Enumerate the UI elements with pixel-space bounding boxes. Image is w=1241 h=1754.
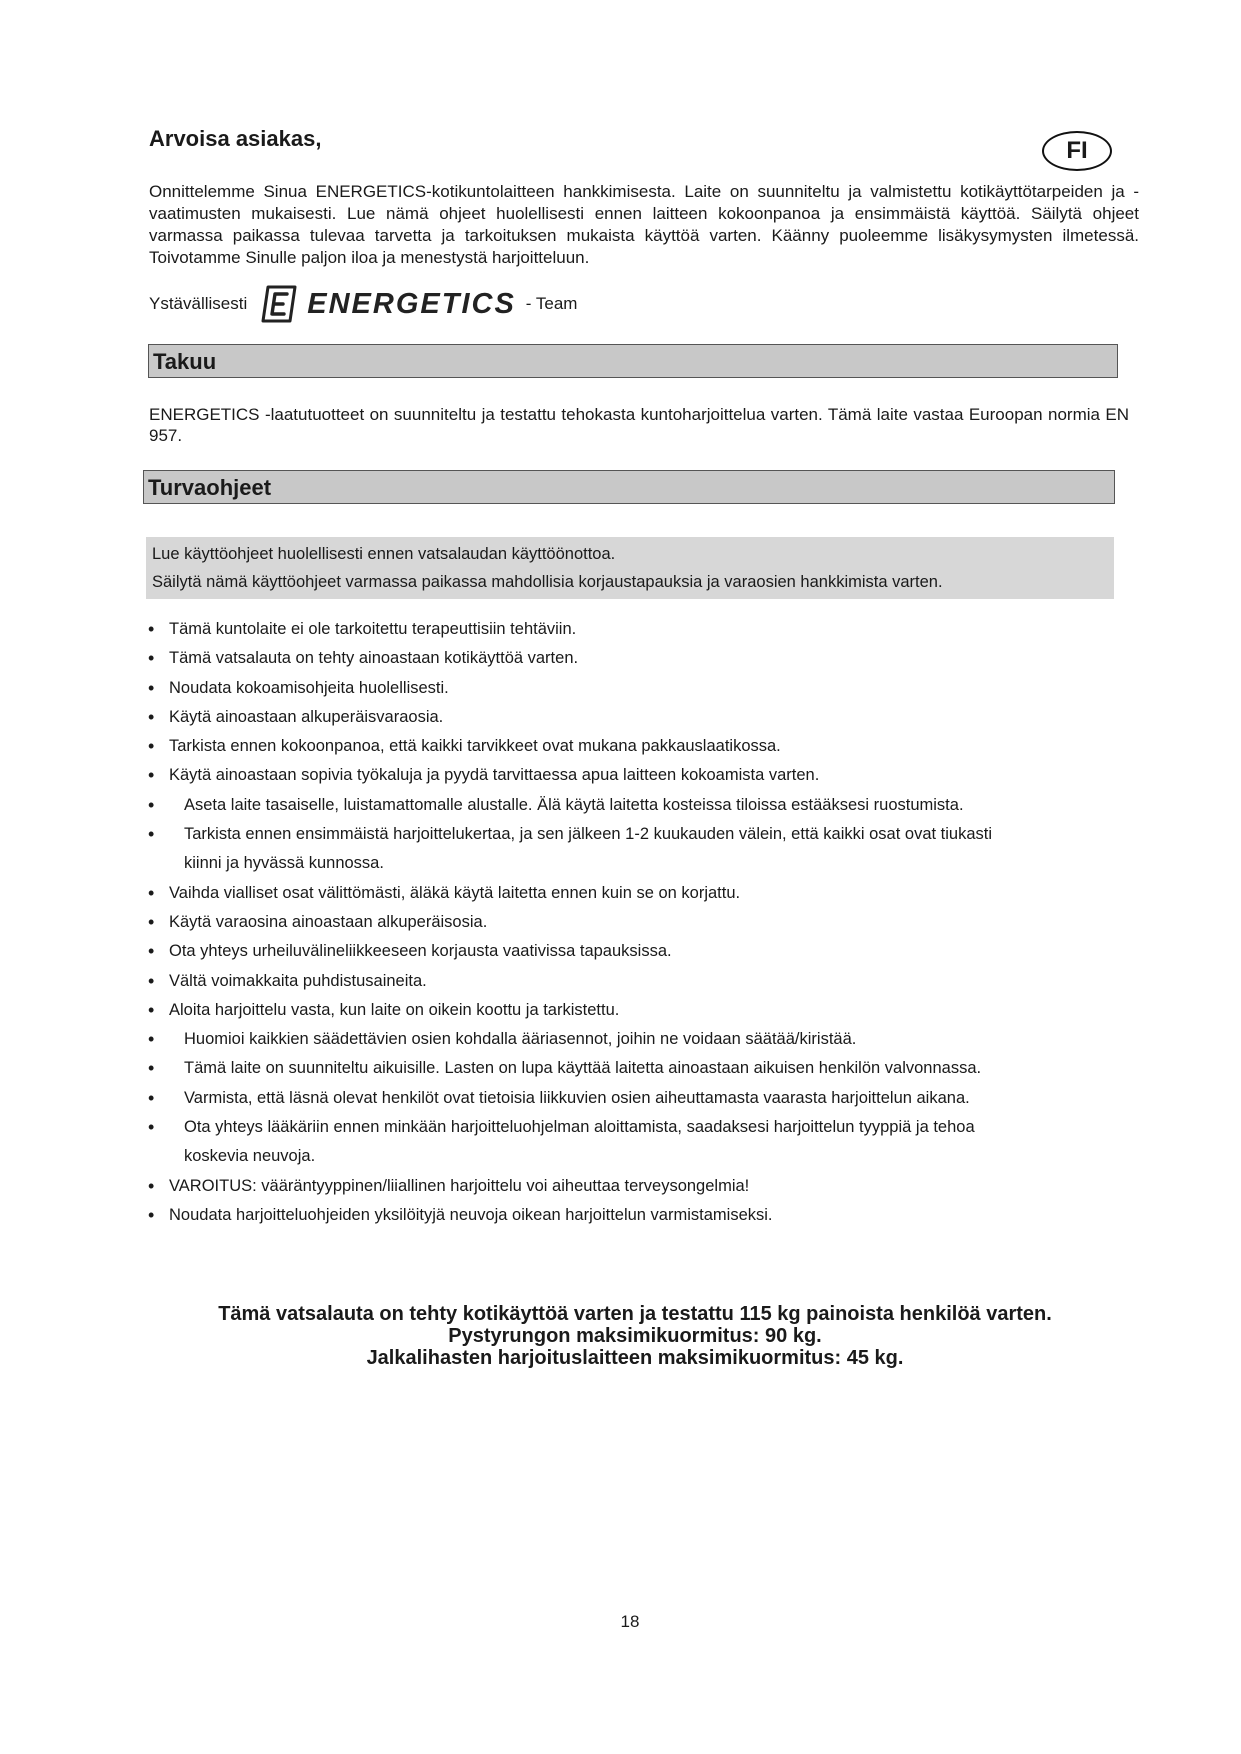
load-note: Tämä vatsalauta on tehty kotikäyttöä varten ja testattu 115 kg painoista henkilöä varten. — [218, 1303, 1052, 1325]
signature-suffix: - Team — [525, 294, 578, 313]
list-item: • Tämä laite on suunniteltu aikuisille. Lasten on lupa käyttää laitetta ainoastaan aikuisen henkilön valvonnassa. — [146, 1054, 1146, 1083]
list-item: • Käytä ainoastaan alkuperäisvaraosia. — [146, 703, 1146, 732]
notice-line: Säilytä nämä käyttöohjeet varmassa paikassa mahdollisia korjaustapauksia ja varaosien hankkimista varten. — [152, 573, 943, 591]
load-note: Pystyrungon maksimikuormitus: 90 kg. — [448, 1325, 822, 1347]
list-item: • Vältä voimakkaita puhdistusaineita. — [146, 967, 1146, 996]
section-title-takuu: Takuu — [148, 344, 1118, 378]
page-number: 18 — [620, 1612, 640, 1631]
takuu-section — [149, 404, 1129, 446]
list-item: • Noudata harjoitteluohjeiden yksilöityjä neuvoja oikean harjoittelun varmistamiseksi. — [146, 1201, 1146, 1230]
list-item: • Huomioi kaikkien säädettävien osien kohdalla ääriasennot, joihin ne voidaan säätää/kiristää. — [146, 1025, 1146, 1054]
section-title-turvaohjeet: Turvaohjeet — [143, 470, 1115, 504]
list-item: • Käytä ainoastaan sopivia työkaluja ja pyydä tarvittaessa apua laitteen kokoamista varten. — [146, 761, 1146, 790]
energetics-logo — [259, 285, 516, 323]
language-badge: FI — [1042, 131, 1112, 171]
energetics-brand-name: ENERGETICS — [307, 287, 516, 320]
notice-line: Lue käyttöohjeet huolellisesti ennen vatsalaudan käyttöönottoa. — [152, 545, 616, 563]
list-item: • Käytä varaosina ainoastaan alkuperäisosia. — [146, 908, 1146, 937]
list-item: • Ota yhteys lääkäriin ennen minkään harjoitteluohjelman aloittamista, saadaksesi harjoittelun tyyppiä ja tehoa koskevia neuvoja. — [146, 1113, 1146, 1172]
list-item: • Aloita harjoittelu vasta, kun laite on oikein koottu ja tarkistettu. — [146, 996, 1146, 1025]
list-item: • VAROITUS: vääräntyyppinen/liiallinen harjoittelu voi aiheuttaa terveysongelmia! — [146, 1172, 1146, 1201]
list-item: • Varmista, että läsnä olevat henkilöt ovat tietoisia liikkuvien osien aiheuttamasta vaarasta harjoittelun aikana. — [146, 1084, 1146, 1113]
list-item: • Vaihda vialliset osat välittömästi, äläkä käytä laitetta ennen kuin se on korjattu. — [146, 879, 1146, 908]
list-item: • Tämä kuntolaite ei ole tarkoitettu terapeuttisiin tehtäviin. — [146, 615, 1146, 644]
signature-row — [149, 284, 577, 324]
intro-section — [149, 181, 1139, 269]
greeting-heading: Arvoisa asiakas, — [149, 126, 322, 151]
list-item: • Aseta laite tasaiselle, luistamattomalle alustalle. Älä käytä laitetta kosteissa tiloissa estääksesi ruostumista. — [146, 791, 1146, 820]
load-note: Jalkalihasten harjoituslaitteen maksimikuormitus: 45 kg. — [366, 1347, 904, 1369]
safety-notice-box — [146, 537, 1114, 599]
list-item: • Tämä vatsalauta on tehty ainoastaan kotikäyttöä varten. — [146, 644, 1146, 673]
intro-paragraph: Onnittelemme Sinua ENERGETICS-kotikuntolaitteen hankkimisesta. Laite on suunniteltu ja valmistettu kotikäyttötarpeiden ja -vaatimusten mukaisesti. Lue nämä ohjeet huolellisesti ennen laitteen kokoonpanoa ja ensimmäistä käyttöä. Säilytä ohjeet varmassa paikassa tulevaa tarvetta ja tarkoituksen mukaista käyttöä varten. Käänny puoleemme lisäkysymysten ilmetessä. Toivotamme Sinulle paljon iloa ja menestystä harjoitteluun. — [149, 182, 1139, 267]
load-limits-notes — [140, 1303, 1130, 1369]
signature-prefix: Ystävällisesti — [149, 294, 248, 313]
list-item: • Tarkista ennen ensimmäistä harjoittelukertaa, ja sen jälkeen 1-2 kuukauden välein, että kaikki osat ovat tiukasti kiinni ja hyvässä kunnossa. — [146, 820, 1146, 879]
list-item: • Noudata kokoamisohjeita huolellisesti. — [146, 674, 1146, 703]
takuu-paragraph: ENERGETICS -laatutuotteet on suunniteltu ja testattu tehokasta kuntoharjoittelua varten. Tämä laite vastaa Euroopan normia EN 957. — [149, 405, 1129, 445]
energetics-e-icon — [259, 285, 299, 323]
list-item: • Tarkista ennen kokoonpanoa, että kaikki tarvikkeet ovat mukana pakkauslaatikossa. — [146, 732, 1146, 761]
safety-rules-list — [146, 615, 1146, 1230]
list-item: • Ota yhteys urheiluvälineliikkeeseen korjausta vaativissa tapauksissa. — [146, 937, 1146, 966]
